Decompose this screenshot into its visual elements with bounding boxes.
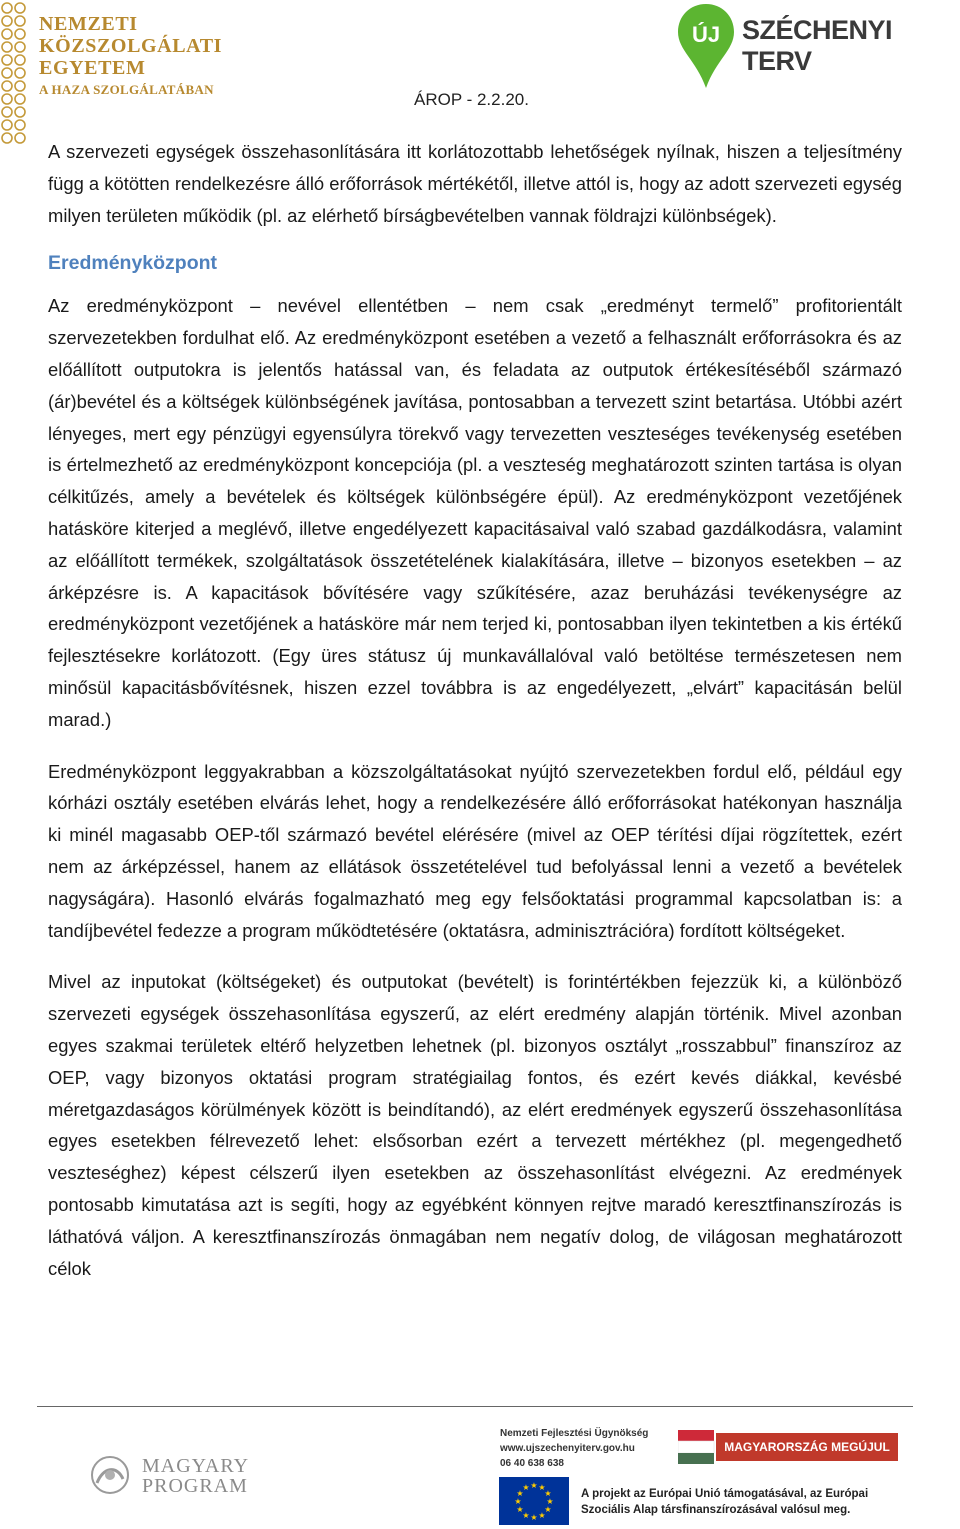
- nke-logo: [39, 14, 222, 96]
- nke-logo-line: KÖZSZOLGÁLATI: [39, 35, 223, 57]
- magyary-emblem-icon: [87, 1455, 133, 1495]
- eu-flag-icon: [499, 1477, 569, 1525]
- svg-text:★: ★: [516, 1505, 524, 1514]
- szechenyi-pin-icon: [676, 2, 736, 90]
- footer-divider: [37, 1406, 913, 1407]
- eu-funding-line: Szociális Alap társfinanszírozásával valósul meg.: [581, 1504, 851, 1516]
- nke-logo-subtitle: A HAZA SZOLGÁLATÁBAN: [39, 82, 214, 97]
- document-body: [48, 136, 902, 1284]
- svg-text:★: ★: [522, 1511, 530, 1520]
- magyarorszag-megujul-banner: MAGYARORSZÁG MEGÚJUL: [716, 1433, 898, 1461]
- svg-text:★: ★: [514, 1497, 522, 1506]
- project-code: ÁROP - 2.2.20.: [414, 90, 529, 109]
- paragraph-definition: Az eredményközpont – nevével ellentétben – nem csak „eredményt termelő” profitorientált szervezetekben fordulhat elő. Az eredményközpont esetében a vezető a felhasznált erőforrásokra és az előállított outputokra is jelentős hatással van, és feladata az outputok értékesítéséből származó (ár)bevétel és a költségek különbségének javítása, pontosabban a tervezett szint betartása. Utóbbi azért lényeges, mert egy pénzügyi egyensúlyra törekvő vagy tervezetten veszteséges tevékenység esetében is értelmezhető az eredményközpont koncepciója (pl. a veszteség meghatározott szinten tartása is olyan célkitűzés, amely a bevételek és költségek különbségére épül). Az eredményközpont vezetőjének hatásköre kiterjed a meglévő, illetve engedélyezett kapacitásaival való szabad gazdálkodásra, valamint az előállított termékek, szolgáltatások összetételének kialakítására, illetve – bizonyos esetekben – az árképzésre is. A kapacitások bővítésére vagy szűkítésére, azaz beruházási tevékenységre az eredményközpont vezetőjének a hatásköre már nem terjed ki, pontosabban ilyen tekintetben a kis értékű fejlesztésekre korlátozott. (Egy üres státusz új munkavállalóval való betöltése természetesen nem minősül kapacitásbővítésnek, hiszen ezzel továbbra is az engedélyezett, „elvárt” kapacitásán belül marad.): [48, 295, 902, 730]
- paragraph-comparison: Mivel az inputokat (költségeket) és outputokat (bevételt) is forintértékben fejezzük ki, a különböző szervezeti egységek összehasonlítása egyszerű, az elért eredmény alapján történik. Mivel azonban egyes szakmai területek eltérő helyzetben lehetnek (pl. bizonyos osztályt „rosszabbul” finanszíroz az OEP, vagy bizonyos oktatási program stratégiailag fontos, és ezért kevés diákkal, kevésbé méretgazdaságos körülmények között is beindítandó), az elért eredmények egyszerű összehasonlítása egyes esetekben félrevezető lehet: elsősorban ezért a tervezett mértékhez (pl. megengedhető veszteséghez) képest célszerű ilyen esetekben az összehasonlítást elvégezni. Az eredmények pontosabb kimutatása azt is segíti, hogy az egyébként könnyen rejtve maradó keresztfinanszírozás is láthatóvá váljon. A keresztfinanszírozás önmagában nem negatív dolog, de világosan meghatározott célok: [48, 971, 902, 1279]
- svg-text:★: ★: [530, 1513, 538, 1522]
- svg-text:★: ★: [546, 1497, 554, 1506]
- nfu-phone: 06 40 638 638: [500, 1458, 564, 1469]
- nke-logo-line: EGYETEM: [39, 57, 146, 79]
- svg-text:★: ★: [538, 1511, 546, 1520]
- page-header: [0, 0, 960, 135]
- nke-logo-line: NEMZETI: [39, 13, 138, 35]
- eu-funding-line: A projekt az Európai Unió támogatásával, az Európai: [581, 1488, 869, 1500]
- paragraph-intro: A szervezeti egységek összehasonlítására itt korlátozottabb lehetőségek nyílnak, hiszen a teljesítmény függ a kötötten rendelkezésre álló erőforrások mértékétől, illetve attól is, hogy az adott szervezeti egység milyen területen működik (pl. az elérhető bírságbevételben vannak földrajzi különbségek).: [48, 141, 902, 226]
- eu-funding-notice: [581, 1486, 868, 1518]
- svg-text:★: ★: [538, 1483, 546, 1492]
- svg-text:★: ★: [530, 1481, 538, 1490]
- nfu-contact-block: [500, 1426, 648, 1471]
- svg-text:★: ★: [522, 1483, 530, 1492]
- svg-text:★: ★: [544, 1505, 552, 1514]
- svg-text:★: ★: [516, 1489, 524, 1498]
- magyary-logo-line: MAGYARY: [142, 1455, 250, 1477]
- nfu-website: www.ujszechenyiterv.gov.hu: [500, 1443, 635, 1454]
- szechenyi-pin-text: ÚJ: [691, 22, 721, 47]
- svg-text:★: ★: [544, 1489, 552, 1498]
- section-heading: Eredményközpont: [48, 252, 218, 275]
- ornament-border-icon: [0, 0, 28, 150]
- nfu-name: Nemzeti Fejlesztési Ügynökség: [500, 1428, 649, 1439]
- magyary-logo: [142, 1456, 249, 1496]
- szechenyi-logo-text: SZÉCHENYI TERV: [742, 15, 893, 76]
- magyary-logo-line: PROGRAM: [142, 1475, 248, 1497]
- paragraph-examples: Eredményközpont leggyakrabban a közszolgáltatásokat nyújtó szervezetekben fordul elő, például egy kórházi osztály esetében elvárás lehet, hogy a rendelkezésére álló erőforrásokat hatékonyan használja ki minél magasabb OEP-től származó bevétel elérésére (mivel az OEP térítési díjai rögzítettek, ezért nem az árképzéssel, hanem az ellátások összetételével tud befolyással lenni a vezető a bevételek nagyságára). Hasonló elvárás fogalmazható meg egy felsőoktatási programmal kapcsolatban is: a tandíjbevétel fedezze a program működtetésére (oktatásra, adminisztrációra) fordított költségeket.: [48, 760, 902, 941]
